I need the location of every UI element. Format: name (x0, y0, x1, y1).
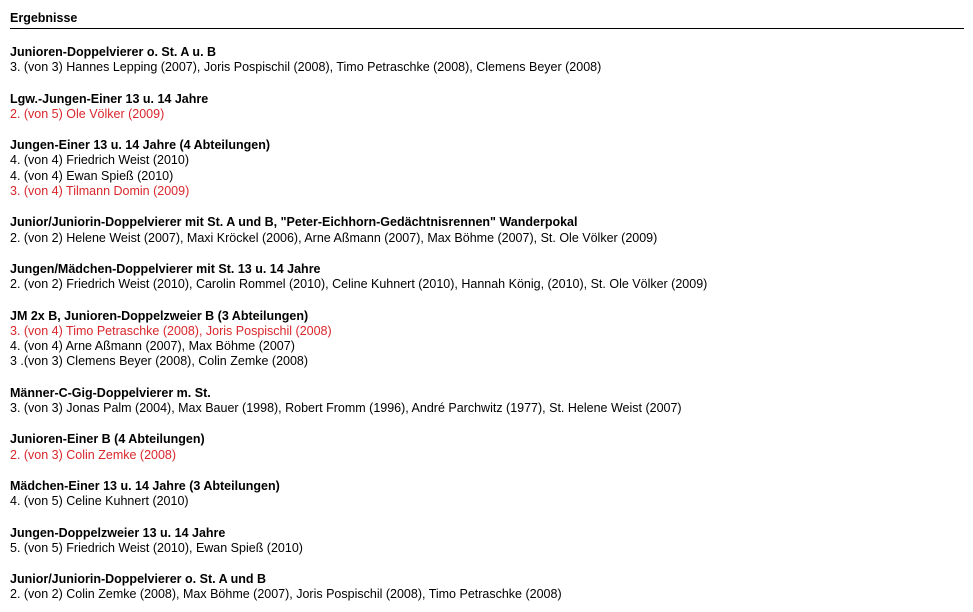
result-line: 3. (von 3) Jonas Palm (2004), Max Bauer (1998), Robert Fromm (1996), André Parchwitz (1977), St. Helene Weist (2007) (10, 401, 682, 416)
result-line: 3. (von 3) Hannes Lepping (2007), Joris Pospischil (2008), Timo Petraschke (2008), Clemens Beyer (2008) (10, 60, 602, 75)
result-section (10, 215, 963, 246)
result-line: 4. (von 4) Arne Aßmann (2007), Max Böhme (2007) (10, 339, 295, 354)
result-line: 4. (von 4) Friedrich Weist (2010) (10, 153, 189, 168)
result-line: 4. (von 5) Celine Kuhnert (2010) (10, 494, 189, 509)
result-line: 2. (von 2) Helene Weist (2007), Maxi Kröckel (2006), Arne Aßmann (2007), Max Böhme (2007), St. Ole Völker (2009) (10, 230, 658, 245)
race-title: Junioren-Doppelvierer o. St. A u. B (10, 45, 217, 59)
race-title: JM 2x B, Junioren-Doppelzweier B (3 Abteilungen) (10, 308, 309, 323)
result-section (10, 262, 963, 293)
result-line: 2. (von 2) Colin Zemke (2008), Max Böhme (2007), Joris Pospischil (2008), Timo Petraschke (2008) (10, 587, 562, 602)
result-line: 3 .(von 3) Clemens Beyer (2008), Colin Zemke (2008) (10, 354, 309, 369)
result-section (10, 432, 963, 463)
result-section (10, 479, 963, 510)
race-title: Jungen/Mädchen-Doppelvierer mit St. 13 u. 14 Jahre (10, 261, 321, 276)
race-title: Jungen-Doppelzweier 13 u. 14 Jahre (10, 525, 226, 540)
page-heading: Ergebnisse (10, 11, 78, 25)
race-title: Junior/Juniorin-Doppelvierer o. St. A und B (10, 572, 267, 587)
result-section (10, 572, 963, 603)
race-title: Jungen-Einer 13 u. 14 Jahre (4 Abteilungen) (10, 138, 271, 153)
result-line-highlighted: 2. (von 3) Colin Zemke (2008) (10, 447, 177, 462)
race-title: Mädchen-Einer 13 u. 14 Jahre (3 Abteilungen) (10, 478, 280, 493)
race-title: Lgw.-Jungen-Einer 13 u. 14 Jahre (10, 91, 209, 106)
result-line-highlighted: 2. (von 5) Ole Völker (2009) (10, 106, 165, 121)
race-title: Männer-C-Gig-Doppelvierer m. St. (10, 385, 211, 400)
result-line: 2. (von 2) Friedrich Weist (2010), Carolin Rommel (2010), Celine Kuhnert (2010), Hannah König, (2010), St. Ole Völker (2009) (10, 277, 708, 292)
result-line: 5. (von 5) Friedrich Weist (2010), Ewan Spieß (2010) (10, 540, 303, 555)
heading-divider (10, 28, 964, 29)
result-line-highlighted: 3. (von 4) Tilmann Domin (2009) (10, 184, 190, 199)
result-line: 4. (von 4) Ewan Spieß (2010) (10, 168, 174, 183)
race-title: Junior/Juniorin-Doppelvierer mit St. A und B, "Peter-Eichhorn-Gedächtnisrennen" Wanderpokal (10, 215, 578, 230)
result-section (10, 386, 963, 417)
result-section (10, 92, 963, 123)
result-line-highlighted: 3. (von 4) Timo Petraschke (2008), Joris Pospischil (2008) (10, 323, 332, 338)
result-section (10, 45, 963, 76)
results-list (10, 45, 963, 603)
result-section (10, 309, 963, 370)
result-section (10, 526, 963, 557)
result-section (10, 138, 963, 199)
race-title: Junioren-Einer B (4 Abteilungen) (10, 432, 205, 447)
